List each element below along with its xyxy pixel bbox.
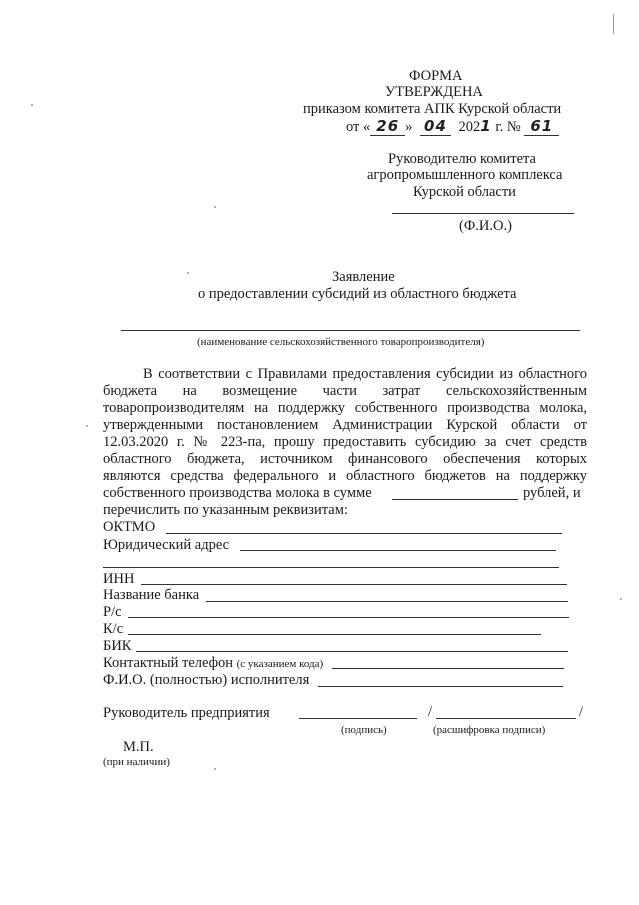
- scan-speck: [620, 598, 622, 600]
- sign-caption: (подпись): [341, 724, 387, 736]
- amount-line-before: собственного производства молока в сумме: [103, 485, 372, 501]
- ks-label: К/с: [103, 621, 124, 637]
- fio-underline: [392, 213, 574, 214]
- body-line-7: являются средства федерального и областного бюджетов на поддержку: [103, 468, 587, 484]
- producer-name-underline: [121, 330, 580, 331]
- date-prefix: от «: [346, 119, 371, 135]
- approved-label: УТВЕРЖДЕНА: [385, 84, 483, 100]
- form-label: ФОРМА: [409, 68, 463, 84]
- bank-name-label: Название банка: [103, 587, 200, 603]
- amount-line-after: рублей, и: [523, 485, 581, 501]
- producer-caption: (наименование сельскохозяйственного товаропроизводителя): [197, 336, 485, 348]
- body-line-5: 12.03.2020 г. № 223-па, прошу предоставить субсидию за счет средств: [103, 434, 587, 450]
- phone-label-text: Контактный телефон: [103, 655, 234, 671]
- document-subtitle: о предоставлении субсидий из областного бюджета: [198, 286, 517, 302]
- phone-label-note: (с указанием кода): [236, 658, 324, 670]
- scan-speck: [187, 272, 189, 274]
- scan-speck: [31, 104, 33, 106]
- legal-address-label: Юридический адрес: [103, 537, 230, 553]
- inn-label: ИНН: [103, 571, 135, 587]
- fio-caption: (Ф.И.О.): [459, 218, 512, 234]
- document-title: Заявление: [332, 269, 395, 285]
- body-line-1: В соответствии с Правилами предоставления субсидии из областного: [143, 366, 587, 382]
- date-day: 26: [370, 118, 405, 136]
- seal-label: М.П.: [123, 739, 154, 755]
- order-by-line: приказом комитета АПК Курской области: [303, 101, 562, 117]
- order-date-line: [346, 118, 559, 136]
- signature-decode-field[interactable]: [436, 718, 576, 719]
- amount-field[interactable]: [392, 499, 518, 500]
- signature-slash: /: [428, 704, 433, 720]
- executor-label: Ф.И.О. (полностью) исполнителя: [103, 672, 310, 688]
- date-year-prefix: 202: [458, 119, 481, 135]
- body-line-6: областного бюджета, источником финансового обеспечения которых: [103, 451, 587, 467]
- body-line-2: бюджета на возмещение части затрат сельскохозяйственным: [103, 383, 587, 399]
- legal-address-field-2[interactable]: [103, 567, 559, 568]
- bik-label: БИК: [103, 638, 132, 654]
- transfer-line: перечислить по указанным реквизитам:: [103, 502, 348, 518]
- ks-field[interactable]: [128, 634, 541, 635]
- inn-field[interactable]: [141, 584, 567, 585]
- scan-speck: [86, 425, 88, 427]
- body-line-3: товаропроизводителям на поддержку собственного производства молока,: [103, 400, 587, 416]
- body-line-4: утвержденными постановлением Администрации Курской области от: [103, 417, 587, 433]
- scan-speck: [613, 14, 614, 34]
- rs-label: Р/с: [103, 604, 122, 620]
- oktmo-field[interactable]: [166, 533, 562, 534]
- signature-slash-end: /: [579, 704, 584, 720]
- date-g: г. №: [495, 119, 521, 135]
- bank-name-field[interactable]: [206, 601, 568, 602]
- scan-speck: [214, 768, 216, 770]
- addressee-line-3: Курской области: [413, 184, 516, 200]
- phone-field[interactable]: [332, 668, 564, 669]
- phone-label: [103, 655, 323, 673]
- legal-address-field[interactable]: [240, 550, 556, 551]
- scan-speck: [214, 206, 216, 208]
- date-close: »: [405, 119, 413, 135]
- date-year-suffix: 1: [480, 117, 492, 135]
- head-signature-label: Руководитель предприятия: [103, 705, 270, 721]
- addressee-line-2: агропромышленного комплекса: [367, 167, 563, 183]
- bik-field[interactable]: [136, 651, 568, 652]
- order-number: 61: [524, 118, 559, 136]
- date-month: 04: [420, 118, 451, 136]
- decode-caption: (расшифровка подписи): [433, 724, 546, 736]
- rs-field[interactable]: [128, 617, 569, 618]
- oktmo-label: ОКТМО: [103, 519, 156, 535]
- addressee-line-1: Руководителю комитета: [388, 151, 536, 167]
- executor-field[interactable]: [318, 686, 563, 687]
- seal-note: (при наличии): [103, 756, 170, 768]
- signature-field[interactable]: [299, 718, 417, 719]
